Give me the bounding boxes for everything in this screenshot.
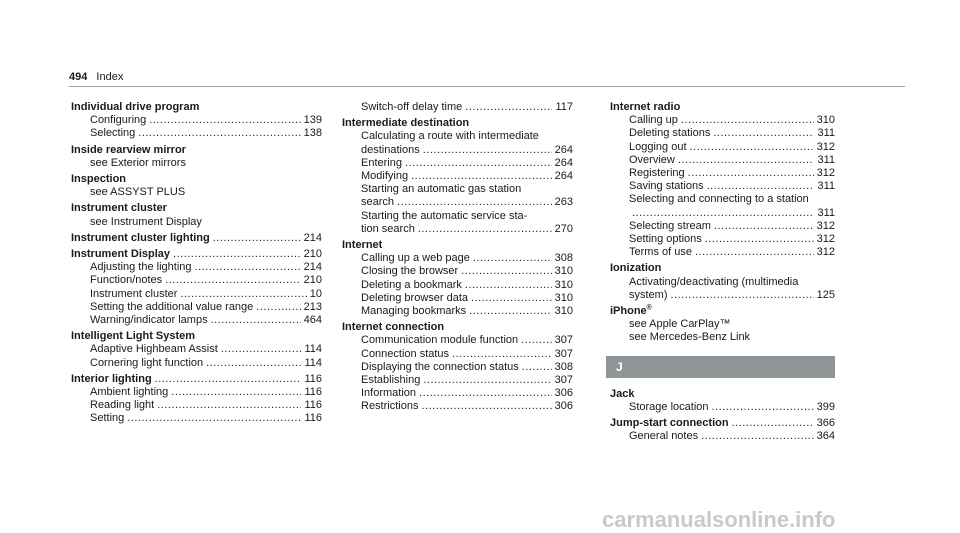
subentry-text: Deleting stations	[629, 127, 711, 140]
subentry-text: Communication module function	[361, 334, 519, 347]
entry-title: Intelligent Light System	[71, 330, 196, 343]
subentry-text: Selecting stream	[629, 219, 711, 232]
page-ref[interactable]: 310	[816, 114, 835, 127]
subentry[interactable]	[90, 343, 322, 356]
page-ref[interactable]: 264	[554, 143, 573, 156]
page-ref[interactable]: 366	[816, 417, 835, 430]
see-reference[interactable]: see Instrument Display	[90, 215, 202, 228]
section-title: Index	[96, 71, 124, 83]
page-ref[interactable]: 310	[554, 265, 573, 278]
subentry[interactable]	[629, 430, 835, 443]
page-ref[interactable]: 311	[817, 180, 835, 193]
subentry-text: Restrictions	[361, 400, 419, 413]
page-ref[interactable]: 312	[816, 233, 835, 246]
subentry[interactable]	[361, 374, 573, 387]
page-ref[interactable]: 213	[303, 300, 322, 313]
entry-title-text: iPhone	[610, 305, 647, 318]
entry-title: Instrument Display	[71, 248, 171, 261]
page-ref[interactable]: 311	[817, 206, 835, 219]
see-reference[interactable]: see Mercedes-Benz Link	[629, 331, 751, 344]
subentry-text: Calling up	[629, 114, 678, 127]
index-entry	[71, 101, 322, 141]
index-entry	[610, 101, 835, 259]
page-ref[interactable]: 311	[817, 127, 835, 140]
subentry-text: General notes	[629, 430, 699, 443]
index-entry	[610, 305, 835, 345]
subentry[interactable]	[361, 334, 573, 347]
subentry-text: tion search	[361, 222, 415, 235]
subentry-text: Entering	[361, 156, 402, 169]
subentry-text: Reading light	[90, 399, 155, 412]
page-ref[interactable]: 464	[303, 314, 322, 327]
page-ref[interactable]: 116	[304, 372, 322, 385]
subentry[interactable]	[361, 400, 573, 413]
subentry-text: Connection status	[361, 347, 450, 360]
subentry[interactable]	[361, 292, 573, 305]
subentry[interactable]	[361, 196, 573, 209]
subentry-text: Warning/indicator lamps	[90, 314, 208, 327]
page-ref[interactable]: 114	[304, 356, 322, 369]
see-reference[interactable]: see Exterior mirrors	[90, 156, 186, 169]
subentry-text: Setting options	[629, 233, 702, 246]
subentry[interactable]	[361, 265, 573, 278]
index-entry	[71, 248, 322, 327]
subentry-text: Configuring	[90, 114, 147, 127]
entry-with-page[interactable]	[610, 417, 835, 430]
entry-title: Individual drive program	[71, 101, 200, 113]
subentry[interactable]	[361, 305, 573, 318]
subentry[interactable]	[90, 127, 322, 140]
subentry[interactable]	[90, 386, 322, 399]
subentry-text: Logging out	[629, 140, 687, 153]
subentry[interactable]	[629, 233, 835, 246]
entry-title: Inside rearview mirror	[71, 143, 186, 156]
subentry[interactable]	[629, 141, 835, 154]
index-column-2	[342, 101, 573, 417]
index-entry	[342, 321, 573, 413]
subentry-text: search	[361, 196, 395, 209]
subentry[interactable]	[361, 348, 573, 361]
page-ref[interactable]: 307	[554, 347, 573, 360]
subentry-text: Selecting	[90, 127, 136, 140]
page-ref[interactable]: 270	[554, 222, 573, 235]
subentry-text: Closing the browser	[361, 265, 459, 278]
subentry-text: Overview	[629, 153, 675, 166]
index-entry	[71, 173, 322, 199]
subentry-text: Managing bookmarks	[361, 305, 467, 318]
entry-title: Internet connection	[342, 321, 445, 334]
entry-with-page[interactable]	[71, 232, 322, 245]
see-reference[interactable]: see ASSYST PLUS	[90, 186, 186, 199]
subentry-text: Storage location	[629, 400, 709, 413]
subentry[interactable]	[90, 301, 322, 314]
page-ref[interactable]: 310	[554, 291, 573, 304]
index-entry	[71, 373, 322, 426]
subentry[interactable]	[629, 167, 835, 180]
see-reference[interactable]: see Apple CarPlay™	[629, 318, 731, 331]
subentry-text: Switch-off delay time	[361, 101, 463, 113]
subentry[interactable]	[90, 412, 322, 425]
entry-title: Jack	[610, 387, 635, 400]
entry-title: Inspection	[71, 173, 127, 186]
page-ref[interactable]: 116	[304, 399, 322, 412]
index-entry	[71, 330, 322, 370]
page-ref[interactable]: 306	[554, 387, 573, 400]
subentry[interactable]	[90, 274, 322, 287]
page-ref[interactable]: 116	[304, 412, 322, 425]
page-ref[interactable]: 214	[303, 261, 322, 274]
subentry[interactable]	[90, 357, 322, 370]
subentry-text: Adaptive Highbeam Assist	[90, 343, 218, 356]
page-ref[interactable]: 10	[309, 287, 322, 300]
subentry[interactable]	[629, 289, 835, 302]
page-ref[interactable]: 263	[554, 196, 573, 209]
subentry[interactable]	[90, 314, 322, 327]
page-ref[interactable]: 312	[816, 246, 835, 259]
page-ref[interactable]: 210	[303, 248, 322, 261]
page-ref[interactable]: 399	[816, 400, 835, 413]
entry-title: Internet	[342, 239, 383, 252]
subentry[interactable]	[629, 114, 835, 127]
subentry-text: Setting the additional value range	[90, 300, 254, 313]
subentry-text: Adjusting the lighting	[90, 261, 192, 274]
page-ref[interactable]: 264	[554, 170, 573, 183]
subentry[interactable]	[361, 101, 573, 114]
subentry[interactable]	[629, 220, 835, 233]
subentry[interactable]	[361, 387, 573, 400]
subentry-text: Selecting and connecting to a station	[629, 193, 809, 206]
page-ref[interactable]: 138	[303, 127, 322, 140]
subentry[interactable]	[90, 261, 322, 274]
entry-with-page[interactable]	[71, 248, 322, 261]
page-ref[interactable]: 312	[816, 167, 835, 180]
index-entry	[71, 144, 322, 170]
subentry-text: Registering	[629, 167, 685, 180]
subentry[interactable]	[361, 144, 573, 157]
subentry-text: Function/notes	[90, 274, 163, 287]
subentry[interactable]	[629, 154, 835, 167]
subentry-text: Setting	[90, 412, 125, 425]
watermark: carmanualsonline.info	[602, 507, 836, 532]
subentry-text: Saving stations	[629, 180, 704, 193]
subentry[interactable]	[361, 361, 573, 374]
page-ref[interactable]: 306	[554, 400, 573, 413]
entry-title: Internet radio	[610, 101, 681, 113]
subentry[interactable]	[629, 401, 835, 414]
subentry-text: Terms of use	[629, 246, 692, 259]
subentry[interactable]	[90, 288, 322, 301]
entry-title: Interior lighting	[71, 372, 152, 385]
subentry[interactable]	[90, 399, 322, 412]
index-entry	[610, 262, 835, 302]
page-ref[interactable]: 117	[555, 101, 573, 113]
page-ref[interactable]: 264	[554, 156, 573, 169]
subentry[interactable]	[361, 157, 573, 170]
page-ref[interactable]: 125	[816, 288, 835, 301]
subentry-text: Cornering light function	[90, 356, 204, 369]
index-entry	[342, 101, 573, 114]
subentry[interactable]	[90, 114, 322, 127]
registered-mark: ®	[646, 304, 652, 312]
subentry-text: Information	[361, 387, 417, 400]
page-ref[interactable]: 210	[303, 274, 322, 287]
header-divider	[69, 86, 905, 87]
entry-title: Ionization	[610, 262, 662, 275]
subentry[interactable]	[629, 207, 835, 220]
subentry-text: destinations	[361, 143, 420, 156]
page-ref[interactable]: 308	[554, 360, 573, 373]
subentry-text: Starting the automatic service sta-	[361, 209, 528, 222]
index-entry	[342, 117, 573, 236]
page-ref[interactable]: 312	[816, 140, 835, 153]
index-entry	[71, 202, 322, 228]
subentry[interactable]	[361, 170, 573, 183]
page-number: 494	[69, 71, 88, 83]
subentry[interactable]	[361, 279, 573, 292]
letter-section-header: J	[606, 356, 835, 378]
subentry-text: Activating/deactivating (multimedia	[629, 275, 799, 288]
index-column-1	[71, 101, 322, 429]
page-ref[interactable]: 308	[554, 252, 573, 265]
page-ref[interactable]: 364	[816, 430, 835, 443]
index-entry	[610, 388, 835, 414]
subentry-text: Establishing	[361, 374, 421, 387]
subentry-text: Instrument cluster	[90, 287, 178, 300]
subentry[interactable]	[361, 223, 573, 236]
index-entry	[342, 239, 573, 318]
page-header	[69, 70, 123, 84]
subentry-text: Ambient lighting	[90, 386, 169, 399]
subentry-text: Modifying	[361, 170, 409, 183]
subentry-text: Deleting browser data	[361, 291, 469, 304]
entry-title: Instrument cluster lighting	[71, 231, 210, 244]
index-entry	[610, 417, 835, 443]
page-ref[interactable]: 139	[303, 114, 322, 127]
entry-title	[610, 305, 835, 318]
index-column-3	[610, 101, 835, 446]
entry-title: Jump-start connection	[610, 417, 729, 430]
subentry[interactable]	[629, 127, 835, 140]
subentry-text: Deleting a bookmark	[361, 278, 462, 291]
subentry[interactable]	[361, 252, 573, 265]
page-ref[interactable]: 310	[554, 305, 573, 318]
page-ref[interactable]: 311	[817, 153, 835, 166]
subentry-text: Calling up a web page	[361, 252, 470, 265]
index-entry	[71, 232, 322, 245]
page-ref[interactable]: 310	[554, 278, 573, 291]
subentry-text: Starting an automatic gas station	[361, 183, 522, 196]
entry-title: Instrument cluster	[71, 202, 167, 215]
page-ref[interactable]: 312	[816, 219, 835, 232]
subentry-text: Displaying the connection status	[361, 360, 519, 373]
page-ref[interactable]: 114	[304, 343, 322, 356]
entry-title: Intermediate destination	[342, 117, 470, 130]
page-ref[interactable]: 214	[303, 231, 322, 244]
page-ref[interactable]: 307	[554, 374, 573, 387]
subentry-text: system)	[629, 288, 668, 301]
subentry[interactable]	[629, 180, 835, 193]
subentry-text: Calculating a route with intermediate	[361, 130, 539, 143]
entry-with-page[interactable]	[71, 373, 322, 386]
page-ref[interactable]: 116	[304, 386, 322, 399]
page-ref[interactable]: 307	[554, 334, 573, 347]
subentry[interactable]	[629, 246, 835, 259]
